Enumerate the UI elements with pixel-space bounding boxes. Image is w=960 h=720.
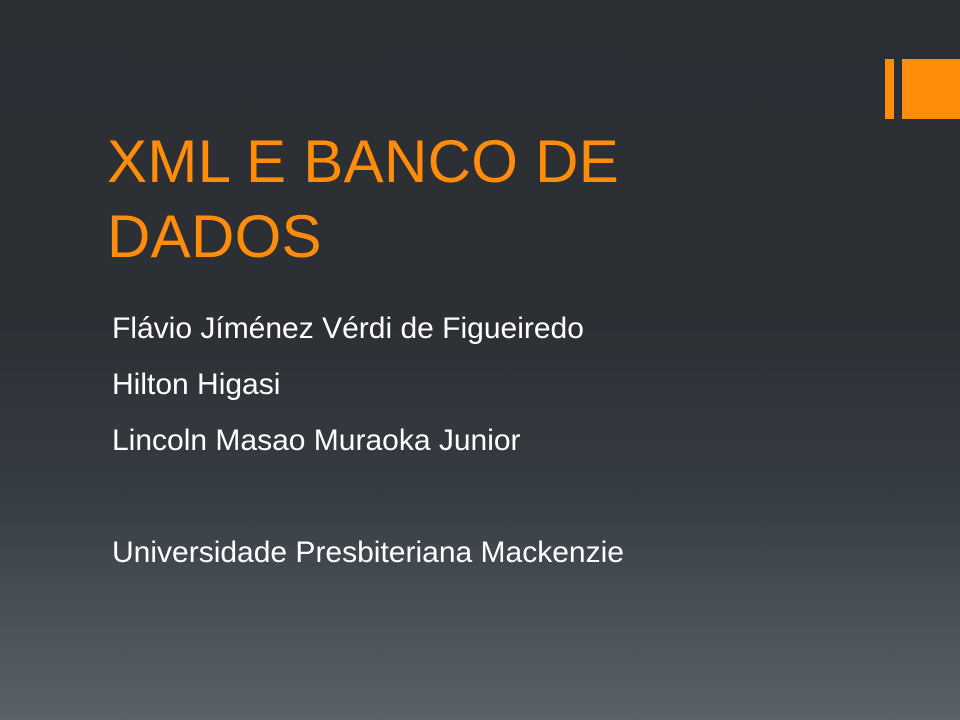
accent-bar-thin — [885, 59, 894, 119]
accent-bar-block — [902, 59, 960, 119]
slide-title-line-1: XML E BANCO DE — [107, 128, 620, 195]
author-name: Flávio Jíménez Vérdi de Figueiredo — [112, 312, 584, 345]
slide-title — [107, 124, 867, 274]
slide-title-line-2: DADOS — [107, 203, 322, 270]
author-name: Hilton Higasi — [112, 368, 281, 401]
author-name: Lincoln Masao Muraoka Junior — [112, 424, 521, 457]
slide-subtitle — [112, 301, 912, 581]
spacer — [112, 469, 912, 525]
institution-name: Universidade Presbiteriana Mackenzie — [112, 536, 624, 569]
